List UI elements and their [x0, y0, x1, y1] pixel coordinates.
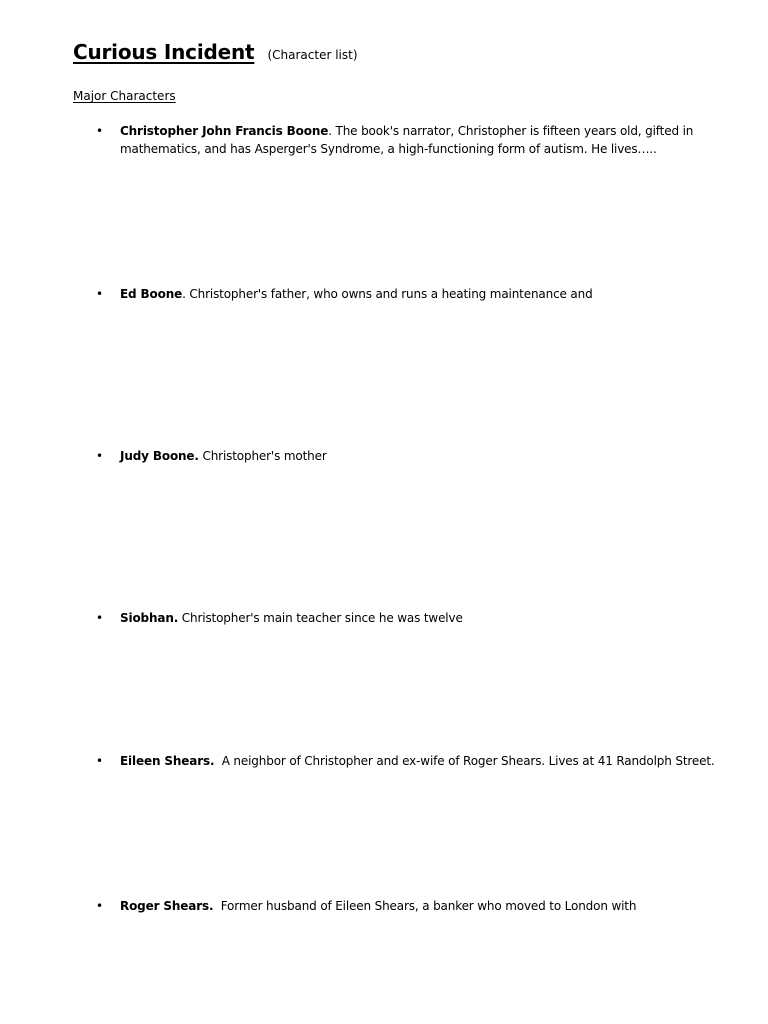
bullet-icon: • — [96, 611, 104, 625]
character-name: Ed Boone — [120, 287, 183, 301]
character-entry-text — [120, 447, 740, 465]
character-description: . The book's narrator, Christopher is fifteen years old, gifted in mathematics, and has Asperger's Syndrome, a high-functioning form of autism. He lives….. — [120, 124, 694, 156]
title-row — [73, 40, 358, 64]
character-description: Former husband of Eileen Shears, a banker who moved to London with — [213, 899, 637, 913]
bullet-icon: • — [96, 449, 104, 463]
character-name: Siobhan. — [120, 611, 179, 625]
character-name: Eileen Shears. — [120, 754, 215, 768]
character-entry-text — [120, 897, 740, 915]
character-entry-text — [120, 752, 760, 770]
character-name: Christopher John Francis Boone — [120, 124, 329, 138]
bullet-icon: • — [96, 124, 104, 138]
character-name: Judy Boone. — [120, 449, 199, 463]
document-subtitle: (Character list) — [267, 48, 358, 62]
bullet-icon: • — [96, 287, 104, 301]
bullet-icon: • — [96, 754, 104, 768]
character-name: Roger Shears. — [120, 899, 214, 913]
bullet-icon: • — [96, 899, 104, 913]
character-entry-text — [120, 285, 740, 303]
character-entry-text — [120, 609, 740, 627]
character-description: . Christopher's father, who owns and runs a heating maintenance and — [182, 287, 593, 301]
document-title: Curious Incident — [73, 40, 255, 64]
character-description: Christopher's main teacher since he was twelve — [178, 611, 463, 625]
character-description: A neighbor of Christopher and ex-wife of Roger Shears. Lives at 41 Randolph Street. — [214, 754, 715, 768]
character-entry-text — [120, 122, 720, 158]
section-heading-major-characters: Major Characters — [73, 89, 176, 103]
character-description: Christopher's mother — [198, 449, 327, 463]
